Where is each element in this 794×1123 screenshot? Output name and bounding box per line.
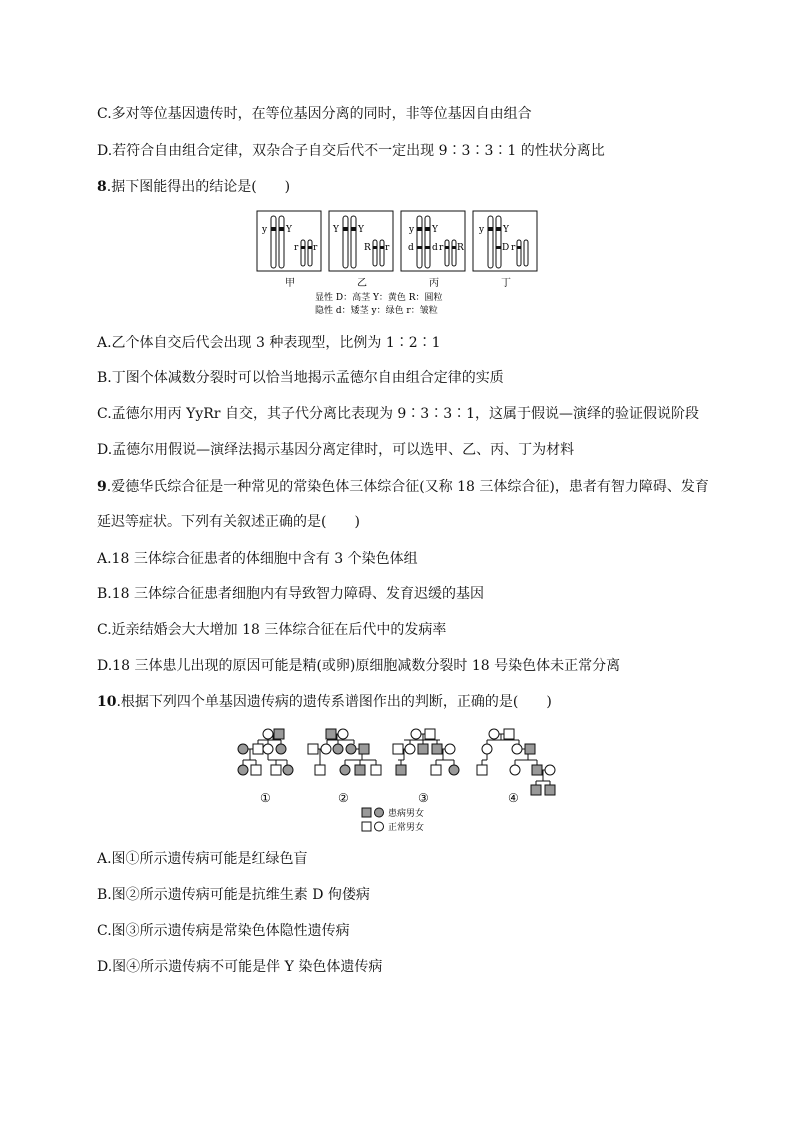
- gene-label: r: [439, 243, 444, 253]
- question-number: 9: [97, 479, 107, 495]
- gene-label: y: [409, 225, 415, 235]
- question-9-line1: [97, 477, 709, 497]
- gene-label: d: [408, 243, 414, 253]
- panel-bing: [401, 211, 465, 289]
- gene-label: D: [502, 243, 510, 253]
- option-a9: A.18 三体综合征患者的体细胞中含有 3 个染色体组: [97, 551, 418, 567]
- pedigree-2: [308, 729, 381, 805]
- question-10: [97, 692, 552, 712]
- panel-label: 丁: [501, 278, 511, 289]
- option-a8: A.乙个体自交后代会出现 3 种表现型，比例为 1∶2∶1: [97, 335, 441, 351]
- option-d9: D.18 三体患儿出现的原因可能是精(或卵)原细胞减数分裂时 18 号染色体未正常分离: [97, 658, 621, 674]
- option-d8: D.孟德尔用假说—演绎法揭示基因分离定律时，可以选甲、乙、丙、丁为材料: [97, 442, 575, 458]
- question-number: 10: [97, 694, 117, 710]
- legend-affected: 患病男女: [388, 809, 425, 819]
- panel-yi: [329, 211, 393, 289]
- legend-recessive: 隐性 d：矮茎 y：绿色 r：皱粒: [315, 306, 438, 316]
- panel-label: 丙: [429, 278, 439, 289]
- figure-8-chromosomes: [255, 208, 555, 320]
- pedigree-3: [393, 729, 459, 805]
- option-c7: C.多对等位基因遗传时，在等位基因分离的同时，非等位基因自由组合: [97, 106, 532, 122]
- option-b8: B.丁图个体减数分裂时可以恰当地揭示孟德尔自由组合定律的实质: [97, 370, 504, 386]
- gene-label: R: [457, 243, 464, 253]
- option-c8: C.孟德尔用丙 YyRr 自交，其子代分离比表现为 9∶3∶3∶1，这属于假说—演绎的验证假说阶段: [97, 406, 700, 422]
- gene-label: y: [479, 225, 485, 235]
- gene-label: Y: [286, 225, 292, 235]
- question-9-line2: 延迟等症状。下列有关叙述正确的是( ): [97, 514, 360, 530]
- pedigree-1: [238, 729, 293, 805]
- option-c9: C.近亲结婚会大大增加 18 三体综合征在后代中的发病率: [97, 622, 447, 638]
- panel-ding: [473, 211, 537, 289]
- legend-dominant: 显性 D：高茎 Y：黄色 R：圆粒: [315, 293, 443, 303]
- question-text: .根据下列四个单基因遗传病的遗传系谱图作出的判断，正确的是( ): [116, 694, 552, 710]
- gene-label: Y: [503, 225, 509, 235]
- gene-label: d: [432, 243, 438, 253]
- panel-label: 乙: [357, 278, 367, 289]
- gene-label: R: [364, 243, 371, 253]
- option-c10: C.图③所示遗传病是常染色体隐性遗传病: [97, 923, 350, 939]
- pedigree-label: ③: [418, 791, 429, 805]
- pedigree-label: ④: [508, 791, 519, 805]
- legend-normal: 正常男女: [388, 823, 425, 833]
- option-b9: B.18 三体综合征患者细胞内有导致智力障碍、发育迟缓的基因: [97, 586, 485, 602]
- option-a10: A.图①所示遗传病可能是红绿色盲: [97, 851, 308, 867]
- question-8: [97, 177, 290, 197]
- question-text: .据下图能得出的结论是( ): [106, 179, 291, 195]
- option-d7: D.若符合自由组合定律，双杂合子自交后代不一定出现 9∶3∶3∶1 的性状分离比: [97, 143, 605, 159]
- gene-label: Y: [333, 225, 339, 235]
- option-b10: B.图②所示遗传病可能是抗维生素 D 佝偻病: [97, 887, 370, 903]
- pedigree-4: [477, 729, 555, 805]
- figure-10-pedigrees: [232, 722, 562, 838]
- panel-label: 甲: [285, 278, 295, 289]
- pedigree-label: ②: [338, 791, 349, 805]
- panel-jia: [257, 211, 321, 289]
- gene-label: r: [294, 243, 299, 253]
- question-text: .爱德华氏综合征是一种常见的常染色体三体综合征(又称 18 三体综合征)，患者有智力障碍、发育: [106, 479, 709, 495]
- gene-label: r: [313, 243, 318, 253]
- gene-label: Y: [432, 225, 438, 235]
- pedigree-label: ①: [260, 791, 271, 805]
- gene-label: r: [511, 243, 516, 253]
- pedigree-legend: [362, 807, 424, 833]
- question-number: 8: [97, 179, 107, 195]
- gene-label: r: [385, 243, 390, 253]
- option-d10: D.图④所示遗传病不可能是伴 Y 染色体遗传病: [97, 959, 383, 975]
- gene-label: y: [262, 225, 268, 235]
- gene-label: Y: [358, 225, 364, 235]
